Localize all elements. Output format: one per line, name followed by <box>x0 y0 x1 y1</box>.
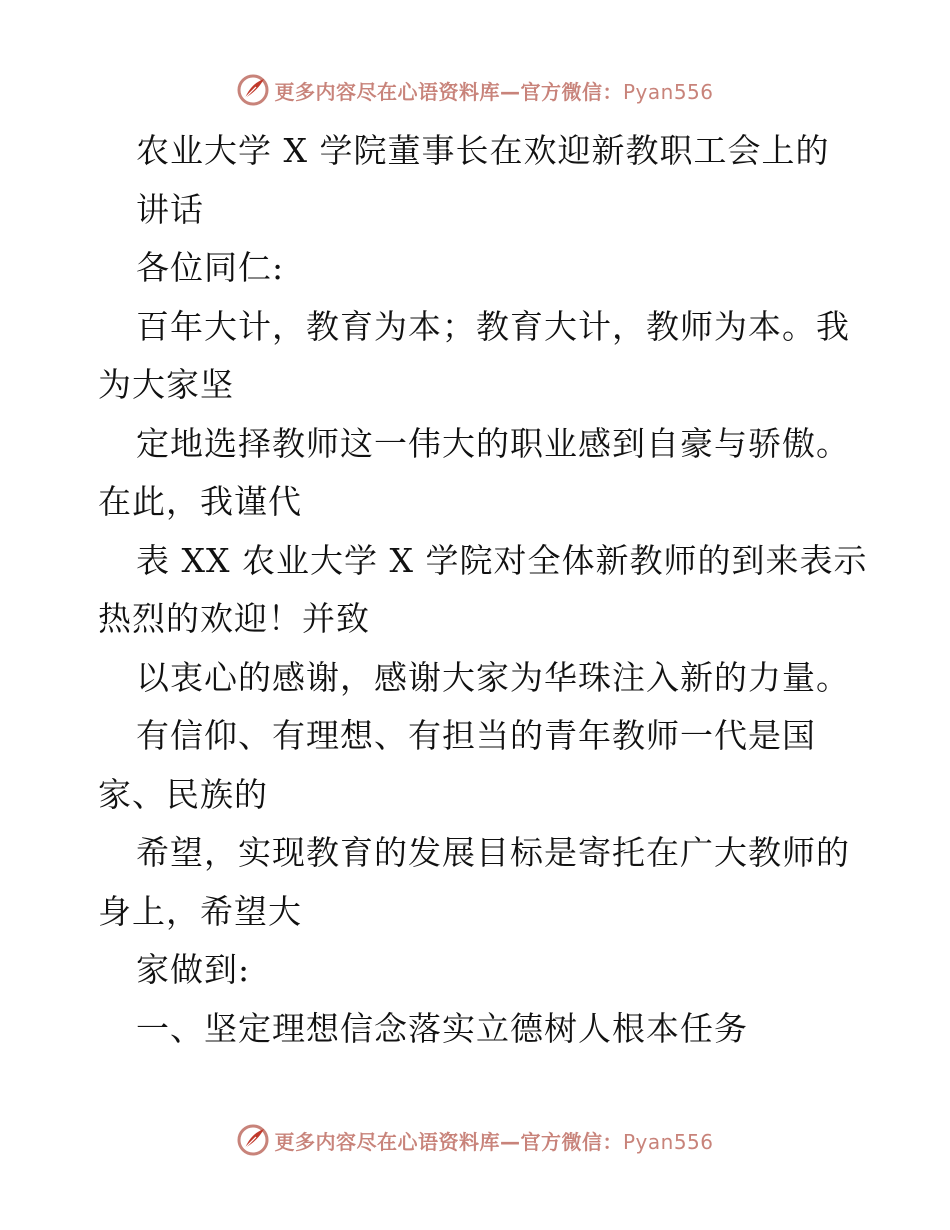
footer-watermark <box>0 1120 950 1160</box>
watermark-text: 更多内容尽在心语资料库—官方微信： <box>274 1129 623 1154</box>
watermark-id: Pyan556 <box>622 1129 714 1154</box>
feather-pen-logo-icon <box>236 73 270 107</box>
text-line: 热烈的欢迎！并致 <box>98 599 370 638</box>
text-line: 讲话 <box>136 189 204 229</box>
text-line: 希望，实现教育的发展目标是寄托在广大教师的 <box>136 833 850 872</box>
text-line: 在此，我谨代 <box>98 482 302 521</box>
feather-pen-logo-icon <box>236 1123 270 1157</box>
text-line: 一、坚定理想信念落实立德树人根本任务 <box>136 1008 748 1048</box>
text-line: 身上，希望大 <box>98 891 302 931</box>
watermark-id: Pyan556 <box>622 79 714 104</box>
text-line: 有信仰、有理想、有担当的青年教师一代是国 <box>136 716 816 755</box>
header-watermark <box>0 70 950 110</box>
text-line: 表 XX 农业大学 X 学院对全体新教师的到来表示 <box>136 540 868 580</box>
watermark-text: 更多内容尽在心语资料库—官方微信： <box>274 79 623 104</box>
text-line: 家、民族的 <box>98 774 268 814</box>
text-line: 以衷心的感谢，感谢大家为华珠注入新的力量。 <box>136 657 850 697</box>
text-line: 定地选择教师这一伟大的职业感到自豪与骄傲。 <box>136 423 850 463</box>
text-line: 农业大学 X 学院董事长在欢迎新教职工会上的 <box>136 131 830 170</box>
text-line: 为大家坚 <box>98 365 234 404</box>
text-line: 各位同仁: <box>136 248 285 287</box>
text-line: 家做到: <box>136 950 251 989</box>
document-body <box>98 122 898 1058</box>
text-line: 百年大计，教育为本；教育大计，教师为本。我 <box>136 306 850 346</box>
